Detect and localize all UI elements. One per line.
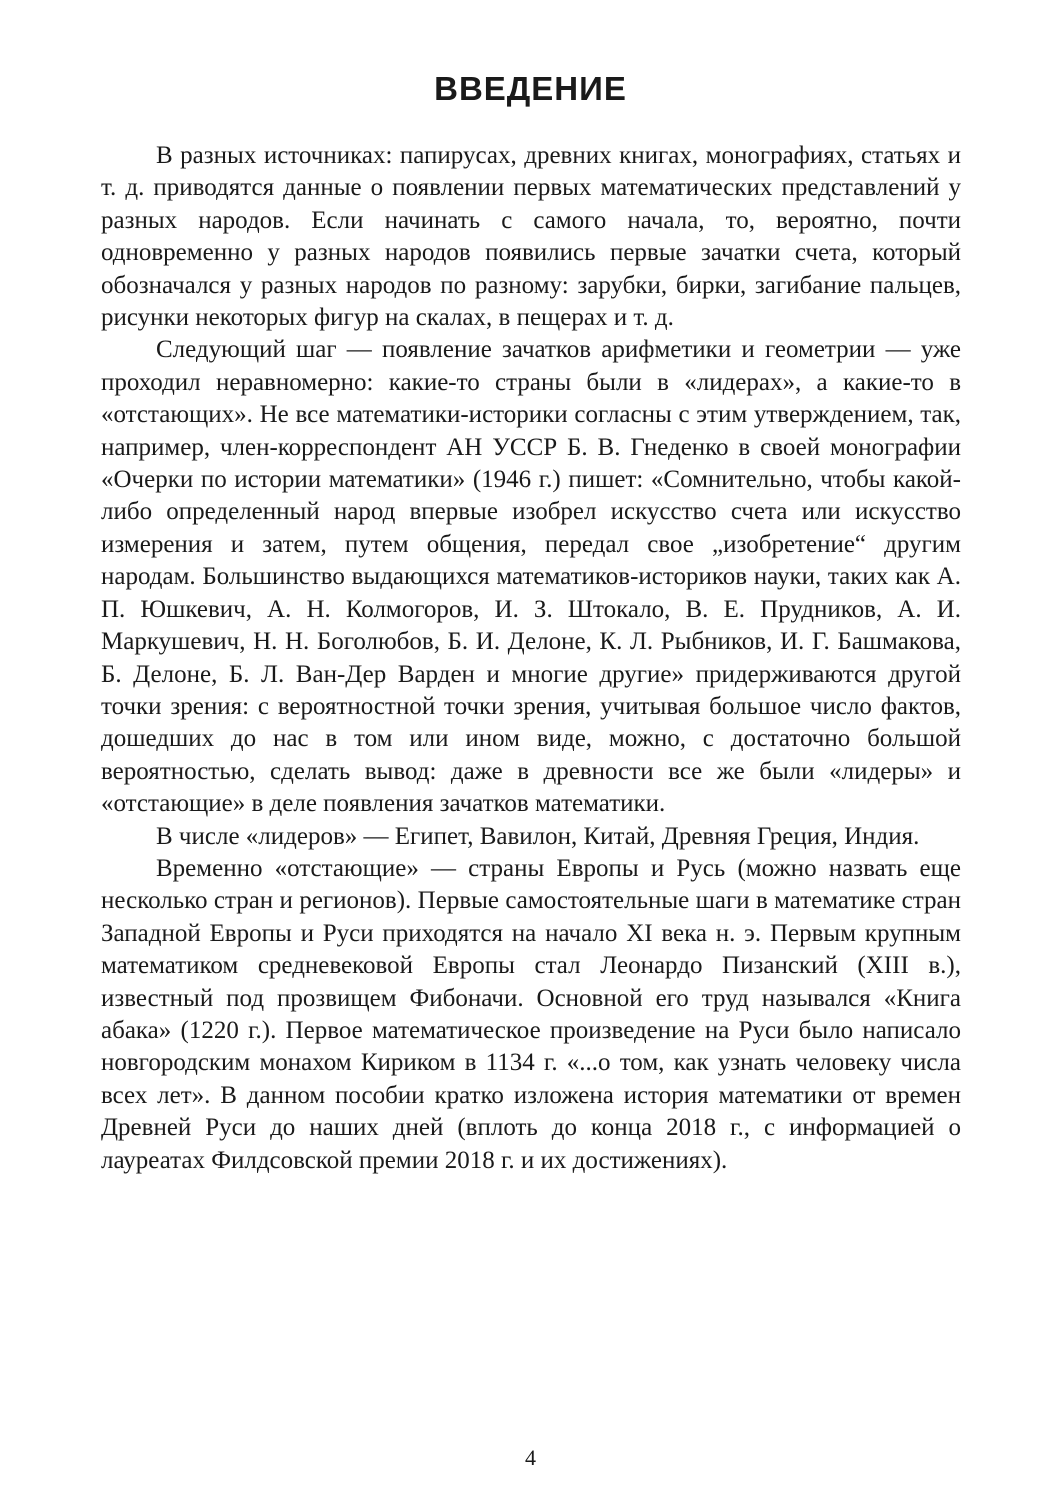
page-title: ВВЕДЕНИЕ bbox=[434, 70, 627, 107]
paragraph: Следующий шаг — появление зачатков арифметики и геометрии — уже проходил неравномерно: какие-то страны были в «лидерах», а какие-то в «отстающих». Не все математики-историки согласны с этим утверждением, так, например, член-корреспондент АН УССР Б. В. Гнеденко в своей монографии «Очерки по истории математики» (1946 г.) пишет: «Сомнительно, чтобы какой-либо определенный народ впервые изобрел искусство счета или искусство измерения и затем, путем общения, передал свое „изобретение“ другим народам. Большинство выдающихся математиков-историков науки, таких как А. П. Юшкевич, А. Н. Колмогоров, И. З. Штокало, В. Е. Прудников, А. И. Маркушевич, Н. Н. Боголюбов, Б. И. Делоне, К. Л. Рыбников, И. Г. Башмакова, Б. Делоне, Б. Л. Ван-Дер Варден и многие другие» придерживаются другой точки зрения: с вероятностной точки зрения, учитывая большое число фактов, дошедших до нас в том или ином виде, можно, с достаточно большой вероятностью, сделать вывод: даже в древности все же были «лидеры» и «отстающие» в деле появления зачатков математики. bbox=[101, 336, 961, 818]
paragraph: В разных источниках: папирусах, древних книгах, монографиях, статьях и т. д. приводятся данные о появлении первых математических представлений у разных народов. Если начинать с самого начала, то, вероятно, почти одновременно у разных народов появились первые зачатки счета, который обозначался у разных народов по разному: зарубки, бирки, загибание пальцев, рисунки некоторых фигур на скалах, в пещерах и т. д. bbox=[101, 142, 961, 332]
page-number: 4 bbox=[525, 1445, 536, 1470]
paragraph: Временно «отстающие» — страны Европы и Русь (можно назвать еще несколько стран и регионов). Первые самостоятельные шаги в математике стран Западной Европы и Руси приходятся на начало XI века н. э. Первым крупным математиком средневековой Европы стал Леонардо Пизанский (XIII в.), известный под прозвищем Фибоначи. Основной его труд назывался «Книга абака» (1220 г.). Первое математическое произведение на Руси было написало новгородским монахом Кириком в 1134 г. «...о том, как узнать человеку числа всех лет». В данном пособии кратко изложена история математики от времен Древней Руси до наших дней (вплоть до конца 2018 г., с информацией о лауреатах Филдсовской премии 2018 г. и их достижениях). bbox=[101, 854, 961, 1174]
body-text bbox=[101, 140, 961, 1177]
paragraph: В числе «лидеров» — Египет, Вавилон, Китай, Древняя Греция, Индия. bbox=[156, 822, 920, 850]
